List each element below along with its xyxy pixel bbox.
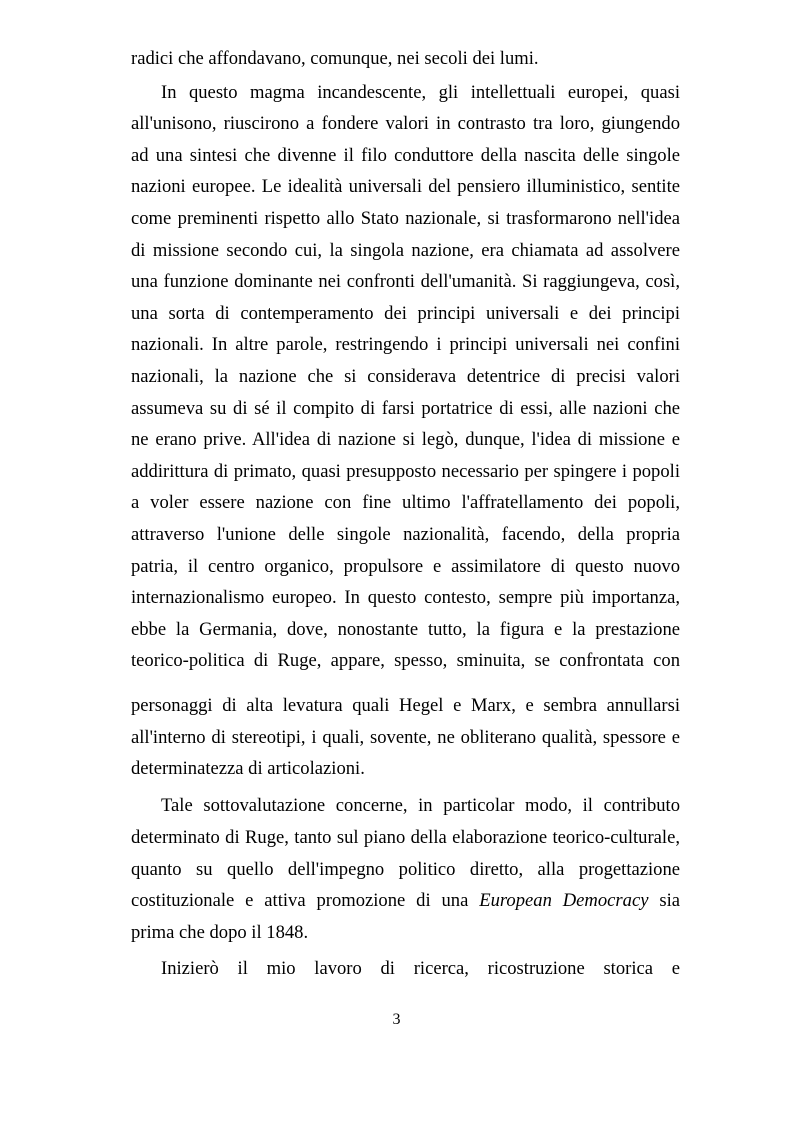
text-line: una funzione dominante nei confronti dell'umanità. Si raggiungeva, così, [131,271,680,292]
text-line: quanto su quello dell'impegno politico diretto, alla progettazione [131,859,680,880]
page-number: 3 [392,1011,401,1028]
text-line: nazioni europee. Le idealità universali del pensiero illuministico, sentite [131,176,680,197]
text-line: di missione secondo cui, la singola nazione, era chiamata ad assolvere [131,240,680,261]
text-line: a voler essere nazione con fine ultimo l'affratellamento dei popoli, [131,492,680,513]
text-span: costituzionale e attiva promozione di una [131,890,480,911]
text-line: prima che dopo il 1848. [131,922,309,943]
text-line: determinato di Ruge, tanto sul piano della elaborazione teorico-culturale, [131,827,680,848]
text-line: ne erano prive. All'idea di nazione si legò, dunque, l'idea di missione e [131,429,680,450]
text-line: internazionalismo europeo. In questo contesto, sempre più importanza, [131,587,680,608]
text-span: sia [648,890,680,911]
text-line: ad una sintesi che divenne il filo conduttore della nascita delle singole [131,145,680,166]
text-line: addirittura di primato, quasi presupposto necessario per spingere i popoli [131,461,680,482]
text-line: nazionali, la nazione che si considerava detentrice di precisi valori [131,366,680,387]
text-line: In questo magma incandescente, gli intellettuali europei, quasi [161,82,680,103]
text-line: come preminenti rispetto allo Stato nazionale, si trasformarono nell'idea [131,208,680,229]
italic-title: European Democracy [479,890,649,911]
text-line: all'interno di stereotipi, i quali, sovente, ne obliterano qualità, spessore e [131,727,680,748]
text-line: una sorta di contemperamento dei principi universali e dei principi [131,303,680,324]
text-line: personaggi di alta levatura quali Hegel e Marx, e sembra annullarsi [131,695,680,716]
text-line: all'unisono, riuscirono a fondere valori in contrasto tra loro, giungendo [131,113,680,134]
text-line-with-italic [131,890,680,912]
text-line: attraverso l'unione delle singole nazionalità, facendo, della propria [131,524,680,545]
text-line: Tale sottovalutazione concerne, in particolar modo, il contributo [161,795,680,816]
text-line: patria, il centro organico, propulsore e assimilatore di questo nuovo [131,556,680,577]
text-line: teorico-politica di Ruge, appare, spesso, sminuita, se confrontata con [131,650,680,671]
text-line: radici che affondavano, comunque, nei secoli dei lumi. [131,48,539,69]
text-line: determinatezza di articolazioni. [131,758,365,779]
text-line: assumeva su di sé il compito di farsi portatrice di essi, alle nazioni che [131,398,680,419]
text-line: nazionali. In altre parole, restringendo i principi universali nei confini [131,334,680,355]
text-line: ebbe la Germania, dove, nonostante tutto, la figura e la prestazione [131,619,680,640]
text-line: Inizierò il mio lavoro di ricerca, ricostruzione storica e [161,958,680,979]
